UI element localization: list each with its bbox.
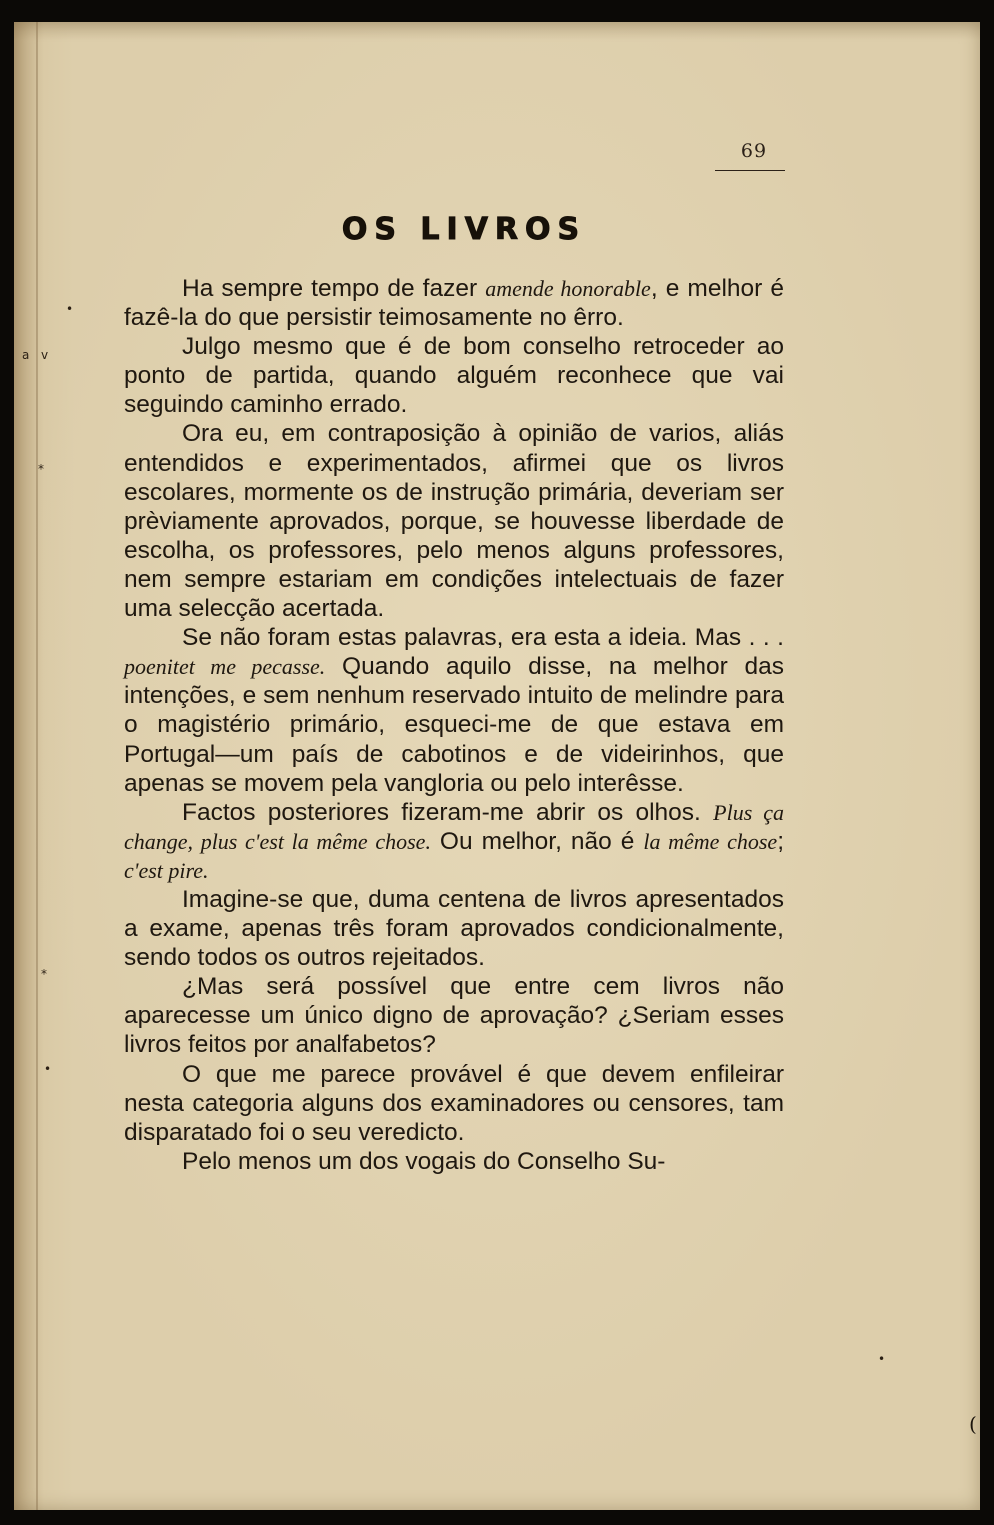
margin-mark: * <box>41 967 47 981</box>
paragraph <box>124 972 784 1059</box>
book-page <box>14 22 980 1510</box>
paragraph <box>124 885 784 972</box>
corner-mark: ( <box>969 1412 977 1436</box>
paragraph-text: Pelo menos um dos vogais do Conselho Su- <box>182 1147 666 1175</box>
paragraph <box>124 274 784 332</box>
paragraph <box>124 1147 784 1176</box>
margin-dot-mark: • <box>44 1062 52 1076</box>
paragraph <box>124 1060 784 1147</box>
paragraph-text: Imagine-se que, duma centena de livros apresentados a exame, apenas três foram aprovados condicionalmente, sendo todos os outros rejeitados. <box>124 885 784 972</box>
chapter-title: OS LIVROS <box>341 212 587 247</box>
paragraph-text: , e melhor é fazê-la do que persistir teimosamente no êrro. <box>124 275 784 332</box>
paragraph <box>124 332 784 419</box>
italic-text: c'est pire. <box>124 857 209 883</box>
paragraph-text: Ora eu, em contraposição à opinião de varios, aliás entendidos e experimentados, afirmei que os livros escolares, mormente os de instrução primária, deveriam ser prèviamente aprovados, porque, se houvesse liberdade de escolha, os professores, pelo menos alguns professores, nem sempre estariam em condições intelectuais de fazer uma selecção acertada. <box>124 420 784 623</box>
italic-text: la même chose <box>643 828 778 854</box>
paragraph-text: Factos posteriores fizeram-me abrir os olhos. <box>182 798 714 826</box>
paragraph-text: O que me parece provável é que devem enfileirar nesta categoria alguns dos examinadores ou censores, tam disparatado foi o seu veredicto. <box>124 1060 784 1146</box>
body-text <box>124 274 784 1176</box>
margin-dot-mark: • <box>66 302 74 316</box>
margin-mark: a <box>22 348 30 362</box>
page-number: 69 <box>740 140 768 162</box>
paragraph-text: Quando aquilo disse, na melhor das intenções, e sem nenhum reservado intuito de melindre para o magistério primário, esqueci-me de que estava em Portugal—um país de cabotinos e de videirinhos, que apenas se movem pela vangloria ou pelo interêsse. <box>124 653 784 797</box>
paragraph-text: Ou melhor, não é <box>430 827 644 855</box>
paragraph-text: ; <box>777 827 784 855</box>
margin-mark: * <box>38 462 44 476</box>
paragraph-text: Ha sempre tempo de fazer <box>182 275 486 302</box>
page-gutter <box>36 22 38 1510</box>
italic-text: amende honorable <box>485 276 651 301</box>
paragraph <box>124 798 784 885</box>
paragraph <box>124 419 784 623</box>
italic-text: Plus ça change, plus c'est la même chose. <box>124 799 784 854</box>
margin-dot-mark: • <box>878 1352 886 1366</box>
italic-text: poenitet me pecasse. <box>124 654 326 680</box>
paragraph-text: Se não foram estas palavras, era esta a ideia. Mas . . . <box>182 624 784 652</box>
paragraph-text: Julgo mesmo que é de bom conselho retroceder ao ponto de partida, quando alguém reconhece que vai seguindo caminho errado. <box>124 333 784 419</box>
paragraph-text: ¿Mas será possível que entre cem livros não aparecesse um único digno de aprovação? ¿Seriam esses livros feitos por analfabetos? <box>124 973 784 1059</box>
page-number-rule <box>715 170 785 171</box>
paragraph <box>124 623 784 798</box>
margin-mark: v <box>41 348 49 362</box>
